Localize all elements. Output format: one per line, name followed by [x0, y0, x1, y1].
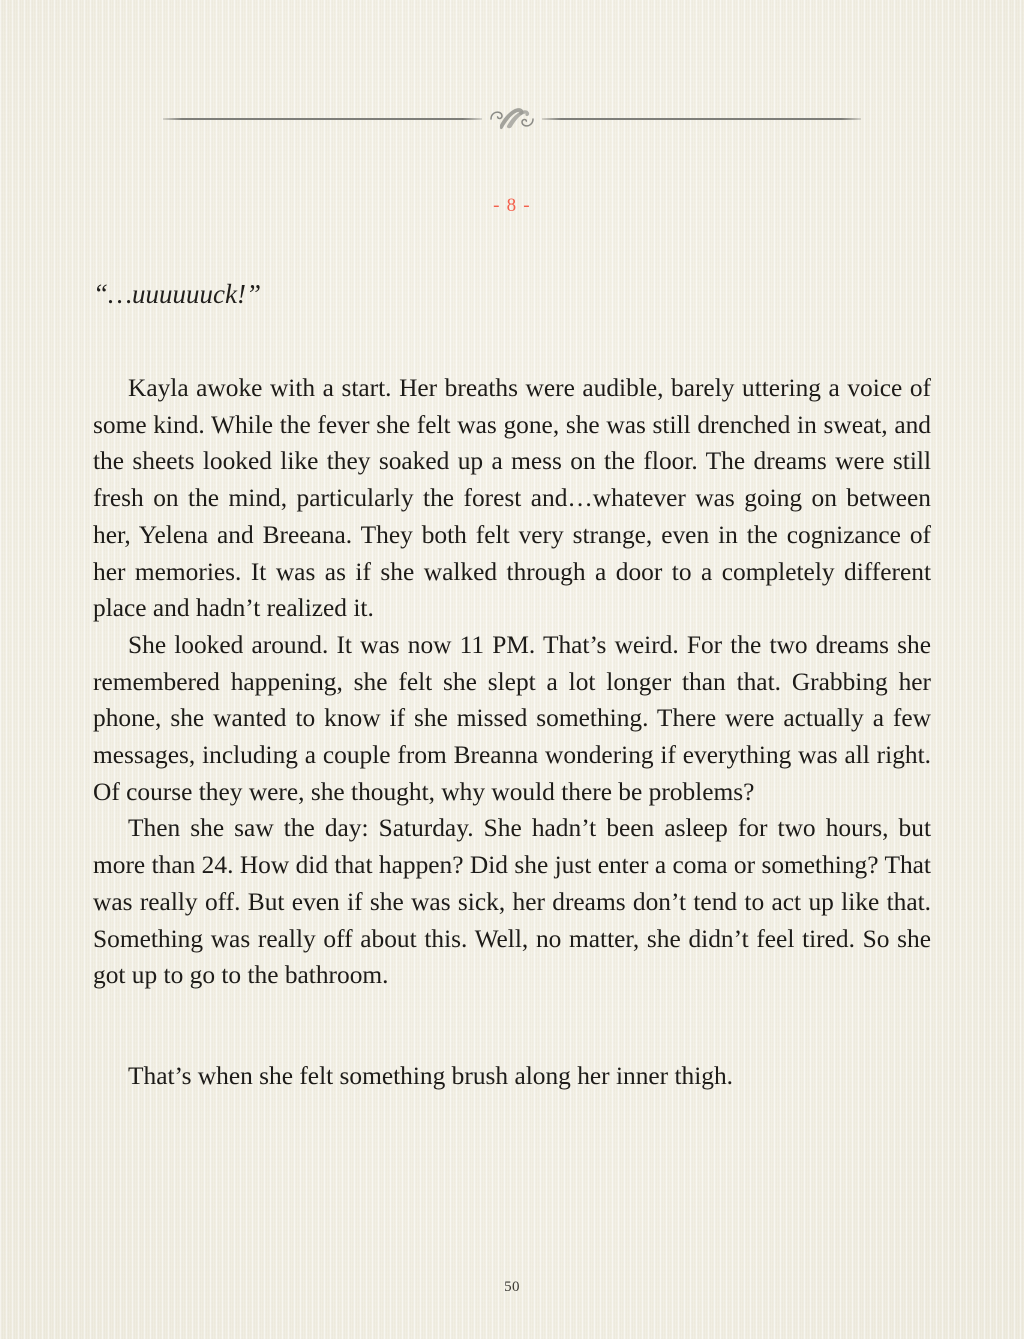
header-rule-left: [163, 118, 482, 120]
body-paragraph: She looked around. It was now 11 PM. That’s weird. For the two dreams she remembered happening, she felt she slept a lot longer than that. Grabbing her phone, she wanted to know if she missed something. There were actually a few messages, including a couple from Breanna wondering if everything was all right. Of course they were, she thought, why would there be problems?: [93, 630, 931, 806]
body-paragraph: Kayla awoke with a start. Her breaths were audible, barely uttering a voice of some kind. While the fever she felt was gone, she was still drenched in sweat, and the sheets looked like they soaked up a mess on the floor. The dreams were still fresh on the mind, particularly the forest and…whatever was going on between her, Yelena and Breeana. They both felt very strange, even in the cognizance of her memories. It was as if she walked through a door to a completely different place and hadn’t realized it.: [93, 374, 931, 623]
double-swirl-flourish-icon: [482, 98, 542, 140]
header-rule-right: [542, 118, 861, 120]
epigraph-line: “…uuuuuuck!”: [93, 279, 261, 309]
header-ornament: [163, 98, 861, 140]
body-text-block: [93, 276, 931, 1095]
closing-paragraph: That’s when she felt something brush along her inner thigh.: [128, 1061, 734, 1090]
chapter-number: - 8 -: [493, 195, 531, 216]
page-number-folio: 50: [504, 1279, 520, 1295]
paragraph-spacer: [93, 994, 931, 1058]
body-paragraph: Then she saw the day: Saturday. She hadn’t been asleep for two hours, but more than 24. How did that happen? Did she just enter a coma or something? That was really off. But even if she was sick, her dreams don’t tend to act up like that. Something was really off about this. Well, no matter, she didn’t feel tired. So she got up to go to the bathroom.: [93, 814, 931, 990]
